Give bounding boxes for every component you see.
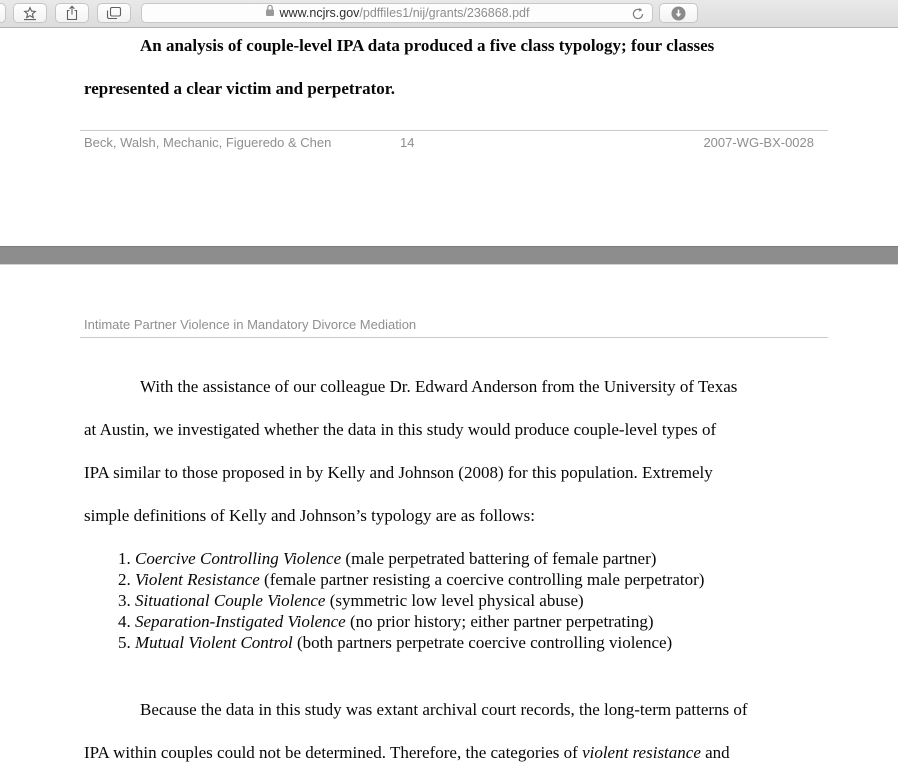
url-domain: www.ncjrs.gov (279, 6, 360, 20)
paragraph2-line2-italic: violent resistance (582, 743, 701, 762)
refresh-button[interactable] (631, 7, 645, 21)
url-path: /pdffiles1/nij/grants/236868.pdf (359, 6, 530, 20)
url-text (280, 6, 530, 20)
paragraph1-line3: IPA similar to those proposed in by Kelly and Johnson (2008) for this population. Extremely (84, 463, 713, 482)
item-desc: (no prior history; either partner perpetrating) (345, 612, 654, 631)
list-item (118, 549, 656, 569)
list-item (118, 633, 672, 653)
tabs-icon (106, 6, 122, 20)
document-heading-line-1: An analysis of couple-level IPA data produced a five class typology; four classes (140, 36, 715, 55)
paragraph1-line4: simple definitions of Kelly and Johnson’s typology are as follows: (84, 506, 535, 525)
document-heading-line-2: represented a clear victim and perpetrator. (84, 79, 395, 98)
page-separator (0, 246, 898, 265)
running-head: Intimate Partner Violence in Mandatory Divorce Mediation (84, 317, 417, 332)
running-head-rule (80, 337, 828, 338)
item-term: Mutual Violent Control (135, 633, 293, 652)
item-desc: (symmetric low level physical abuse) (325, 591, 584, 610)
item-number: 2. (118, 570, 131, 589)
list-item (118, 591, 584, 611)
item-number: 3. (118, 591, 131, 610)
footer-authors: Beck, Walsh, Mechanic, Figueredo & Chen (84, 135, 332, 150)
item-number: 5. (118, 633, 131, 652)
item-desc: (female partner resisting a coercive controlling male perpetrator) (259, 570, 705, 589)
item-desc: (both partners perpetrate coercive controlling violence) (292, 633, 673, 652)
item-number: 1. (118, 549, 131, 568)
download-button[interactable] (659, 3, 698, 23)
item-term: Separation-Instigated Violence (135, 612, 346, 631)
clipped-toolbar-button[interactable] (0, 3, 6, 23)
paragraph2-line2-pre: IPA within couples could not be determined. Therefore, the categories of (84, 743, 583, 762)
favorites-button[interactable] (13, 3, 47, 23)
item-desc: (male perpetrated battering of female partner) (341, 549, 657, 568)
list-item (118, 612, 654, 632)
paragraph1-line1: With the assistance of our colleague Dr. Edward Anderson from the University of Texas (140, 377, 738, 396)
tabs-button[interactable] (97, 3, 131, 23)
list-item (118, 570, 704, 590)
item-number: 4. (118, 612, 131, 631)
item-term: Violent Resistance (135, 570, 260, 589)
item-term: Situational Couple Violence (135, 591, 326, 610)
paragraph2-line2-post: and (700, 743, 730, 762)
star-icon (22, 6, 38, 21)
footer-grant-number: 2007-WG-BX-0028 (703, 135, 814, 150)
address-bar[interactable] (141, 3, 653, 23)
download-icon (671, 6, 686, 21)
lock-icon (265, 4, 275, 22)
share-button[interactable] (55, 3, 89, 23)
paragraph2-line1: Because the data in this study was extant archival court records, the long-term patterns of (140, 700, 748, 719)
paragraph1-line2: at Austin, we investigated whether the data in this study would produce couple-level types of (84, 420, 717, 439)
paragraph2-line2 (84, 743, 730, 763)
footer-page-number: 14 (400, 135, 415, 150)
share-icon (65, 5, 79, 21)
item-term: Coercive Controlling Violence (135, 549, 342, 568)
browser-toolbar (0, 0, 898, 28)
pdf-viewer (0, 28, 898, 771)
footer-rule (80, 130, 828, 131)
